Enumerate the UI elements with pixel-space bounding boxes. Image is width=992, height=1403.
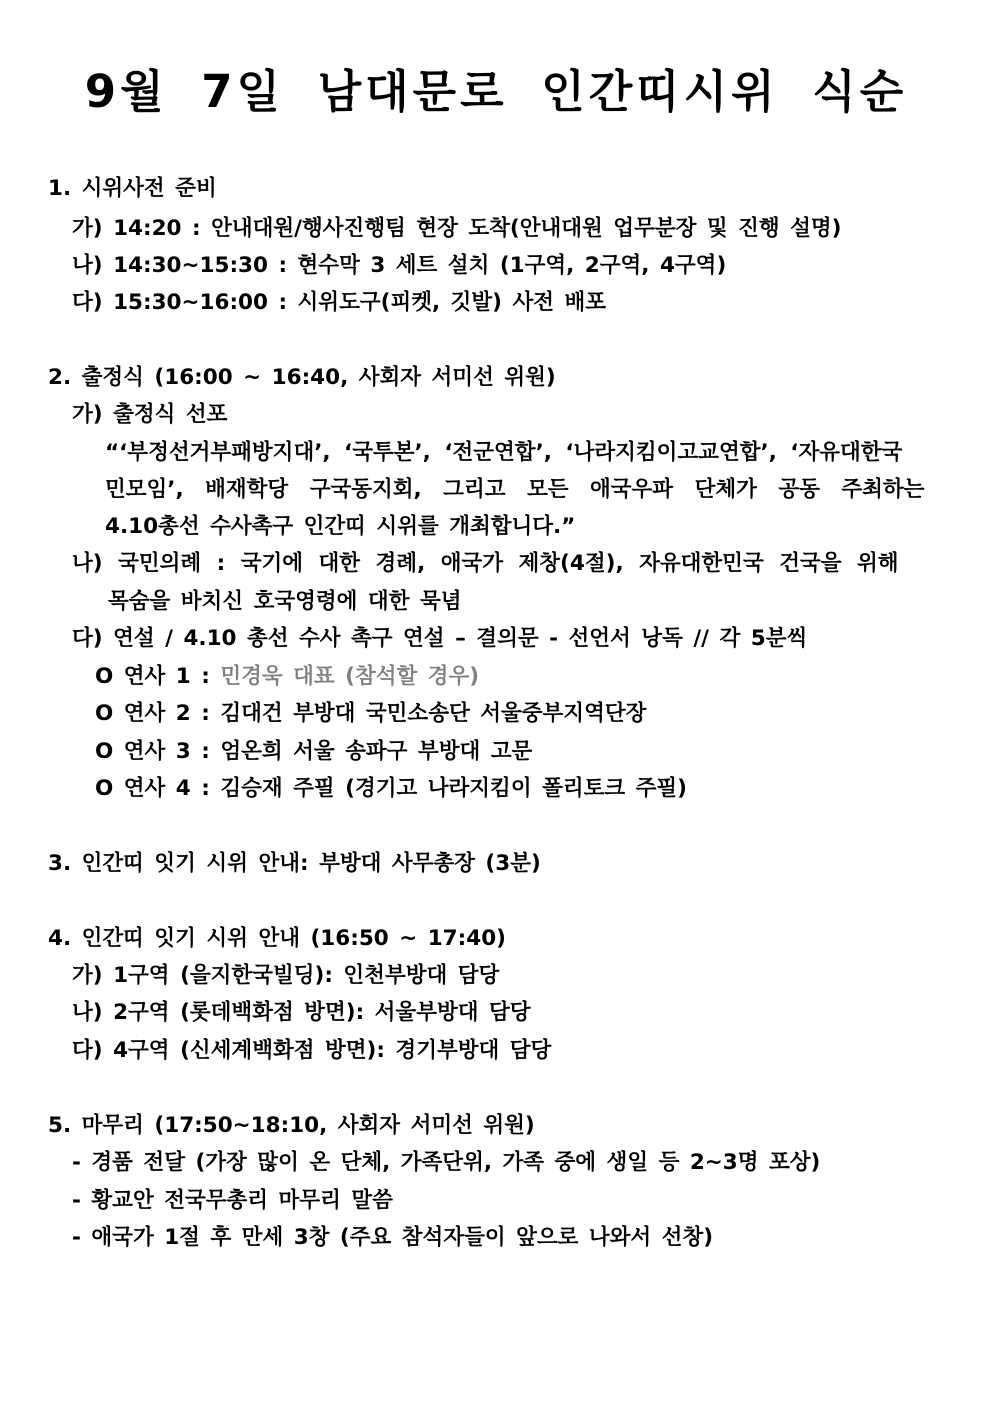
section-2-item-na: 나) 국민의례 : 국기에 대한 경례, 애국가 제창(4절), 자유대한민국 건국을 위해 [72,551,899,576]
section-1-item-na: 나) 14:30~15:30 : 현수막 3 세트 설치 (1구역, 2구역, 4구역) [72,253,727,278]
section-4-item-na: 나) 2구역 (롯데백화점 방면): 서울부방대 담당 [72,1000,531,1025]
section-2-item-ga: 가) 출정식 선포 [72,402,228,427]
section-5-heading: 5. 마무리 (17:50~18:10, 사회자 서미선 위원) [48,1113,535,1138]
section-2-heading: 2. 출정식 (16:00 ~ 16:40, 사회자 서미선 위원) [48,365,556,390]
section-4-item-ga: 가) 1구역 (을지한국빌딩): 인천부방대 담당 [72,963,500,988]
section-1-item-da: 다) 15:30~16:00 : 시위도구(피켓, 깃발) 사전 배포 [72,290,607,315]
speaker-3: O 연사 3 : 엄온희 서울 송파구 부방대 고문 [95,739,533,764]
speaker-1-label: O 연사 1 : [95,664,221,689]
section-5-item-3: - 애국가 1절 후 만세 3창 (주요 참석자들이 앞으로 나와서 선창) [72,1225,714,1250]
declaration-quote-line-2: 민모임’, 배재학당 구국동지회, 그리고 모든 애국우파 단체가 공동 주최하는 [105,477,925,502]
document-title: 9월 7일 남대문로 인간띠시위 식순 [84,65,908,118]
section-2-item-da: 다) 연설 / 4.10 총선 수사 촉구 연설 – 결의문 - 선언서 낭독 // 각 5분씩 [72,626,808,651]
section-1-heading: 1. 시위사전 준비 [48,176,217,201]
section-1-item-ga: 가) 14:20 : 안내대원/행사진행팀 현장 도착(안내대원 업무분장 및 진행 설명) [72,216,842,241]
section-3-heading: 3. 인간띠 잇기 시위 안내: 부방대 사무총장 (3분) [48,851,541,876]
declaration-quote-line-3: 4.10총선 수사촉구 인간띠 시위를 개최합니다.” [105,514,576,539]
section-2-item-na-continuation: 목숨을 바치신 호국영령에 대한 묵념 [108,589,462,614]
section-5-item-1: - 경품 전달 (가장 많이 온 단체, 가족단위, 가족 중에 생일 등 2~3명 포상) [72,1150,821,1175]
section-4-heading: 4. 인간띠 잇기 시위 안내 (16:50 ~ 17:40) [48,926,506,951]
section-4-item-da: 다) 4구역 (신세계백화점 방면): 경기부방대 담당 [72,1038,552,1063]
declaration-quote-line-1: “‘부정선거부패방지대’, ‘국투본’, ‘전군연합’, ‘나라지킴이고교연합’, ‘자유대한국 [105,440,903,465]
section-5-item-2: - 황교안 전국무총리 마무리 말씀 [72,1188,393,1213]
speaker-4: O 연사 4 : 김승재 주필 (경기고 나라지킴이 폴리토크 주필) [95,776,688,801]
speaker-2: O 연사 2 : 김대건 부방대 국민소송단 서울중부지역단장 [95,701,647,726]
speaker-1 [95,662,479,692]
speaker-1-name: 민경욱 대표 (참석할 경우) [220,664,480,689]
